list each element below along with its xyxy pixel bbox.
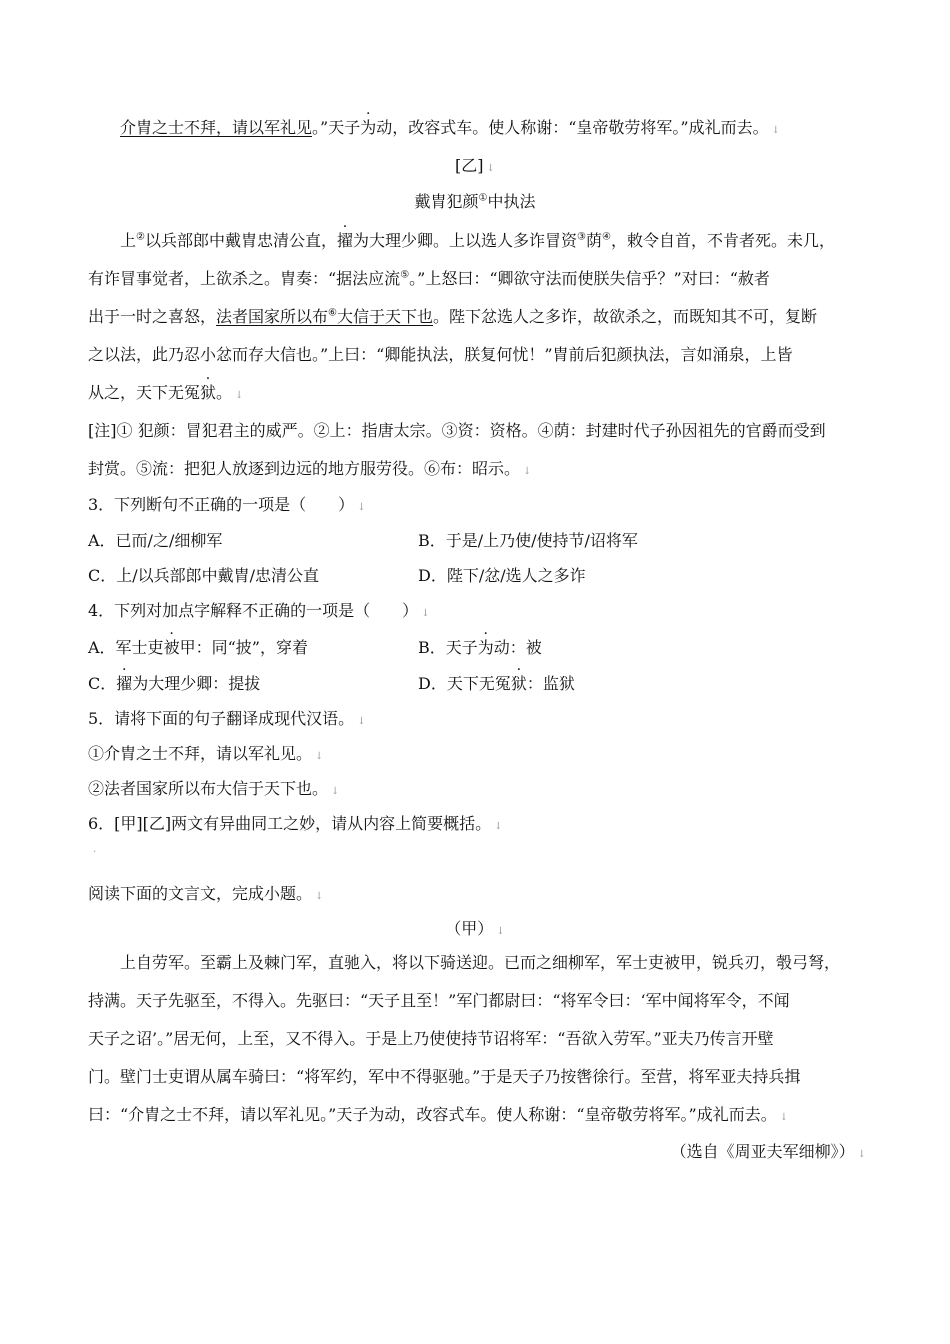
dotted-char: 被 [163,638,180,657]
q3-option-a: A．已而/之/细柳军 [88,531,223,550]
yi-line-4: 之以法，此乃忍小忿而存大信也。”上曰：“卿能执法，朕复何忧！”胄前后犯颜执法，言如涌泉，上皆 [88,345,793,364]
dotted-char: 狱 [510,674,527,693]
q4-stem: 4．下列对加点字解释不正确的一项是（ ） ↓ [88,601,430,620]
dotted-char: 为 [477,638,494,657]
q4-option-d: D．天下无冤狱：监狱 [418,672,575,696]
empty-paragraph-mark: · [93,847,97,858]
yi-line-5: 从之，天下无冤狱。 ↓ [88,381,243,408]
q5-stem: 5．请将下面的句子翻译成现代汉语。 ↓ [88,709,366,728]
q4-option-b: B．天子为动：被 [418,636,542,660]
jia-line-2: 持满。天子先驱至，不得入。先驱曰：“天子且至！”军门都尉曰：“将军令曰：‘军中闻将军令，不闻 [88,991,790,1010]
q6-stem: 6．[甲][乙]两文有异曲同工之妙，请从内容上简要概括。 ↓ [88,814,503,833]
dotted-char: 为 [360,118,377,137]
q5-sentence-1: ①介胄之士不拜，请以军礼见。 ↓ [88,744,324,763]
jia-line-3: 天子之诏’。”居无何，上至，又不得入。于是上乃使使持节诏将军：“吾欲入劳军。”亚夫乃传言开壁 [88,1029,774,1048]
jia-line-5: 曰：“介胄之士不拜，请以军礼见。”天子为动，改容式车。使人称谢：“皇帝敬劳将军。”成礼而去。 ↓ [88,1105,789,1124]
yi-underlined-sentence: 法者国家所以布⑥大信于天下也 [216,307,434,326]
q3-option-c: C．上/以兵部郎中戴胄/忠清公直 [88,566,320,585]
yi-line-2: 有诈冒事觉者，上欲杀之。胄奏：“据法应流⑤。”上怒曰：“卿欲守法而使朕失信乎？”对曰：“赦者 [88,269,770,288]
paragraph-mark: ↓ [771,125,780,136]
jia-tail-line: 介胄之士不拜，请以军礼见。”天子为动，改容式车。使人称谢：“皇帝敬劳将军。”成礼而去。 ↓ [120,116,780,143]
yi-line-3: 出于一时之喜怒，法者国家所以布⑥大信于天下也。陛下忿选人之多诈，故欲杀之，而既知其不可，复断 [88,307,818,326]
q3-option-d: D．陛下/忿/选人之多诈 [418,566,586,585]
q4-option-a: A．军士吏被甲：同“披”，穿着 [88,636,308,660]
jia-label: （甲） ↓ [445,919,505,938]
jia-line-1: 上自劳军。至霸上及棘门军，直驰入，将以下骑送迎。已而之细柳军，军士吏被甲，锐兵刃，彀弓弩， [120,953,841,972]
dotted-char: 狱 [200,383,217,402]
yi-title: 戴胄犯颜①中执法 [414,192,536,211]
jia-source: （选自《周亚夫军细柳》） ↓ [670,1142,866,1161]
notes-line-2: 封赏。⑤流：把犯人放逐到边远的地方服劳役。⑥布：昭示。 ↓ [88,459,532,478]
yi-label: [乙] ↓ [455,156,495,175]
reading-intro: 阅读下面的文言文，完成小题。 ↓ [88,884,324,903]
jia-line-4: 门。壁门士吏谓从属车骑曰：“将军约，军中不得驱驰。”于是天子乃按辔徐行。至营，将军亚夫持兵揖 [88,1067,801,1086]
q5-sentence-2: ②法者国家所以布大信于天下也。 ↓ [88,779,340,798]
q3-option-b: B．于是/上乃使/使持节/诏将军 [418,531,638,550]
dotted-char: 擢 [337,231,354,250]
jia-tail-underlined: 介胄之士不拜，请以军礼见 [120,118,313,137]
notes-line-1: [注]① 犯颜：冒犯君主的威严。②上：指唐太宗。③资：资格。④荫：封建时代子孙因祖先的官爵而受到 [88,421,826,440]
q4-option-c: C．擢为大理少卿：提拔 [88,672,260,696]
q3-stem: 3．下列断句不正确的一项是（ ） ↓ [88,495,366,514]
dotted-char: 擢 [116,674,133,693]
yi-line-1: 上②以兵部郎中戴胄忠清公直，擢为大理少卿。上以选人多诈冒资③荫④，敕令自首，不肯者死。未几， [120,229,835,253]
